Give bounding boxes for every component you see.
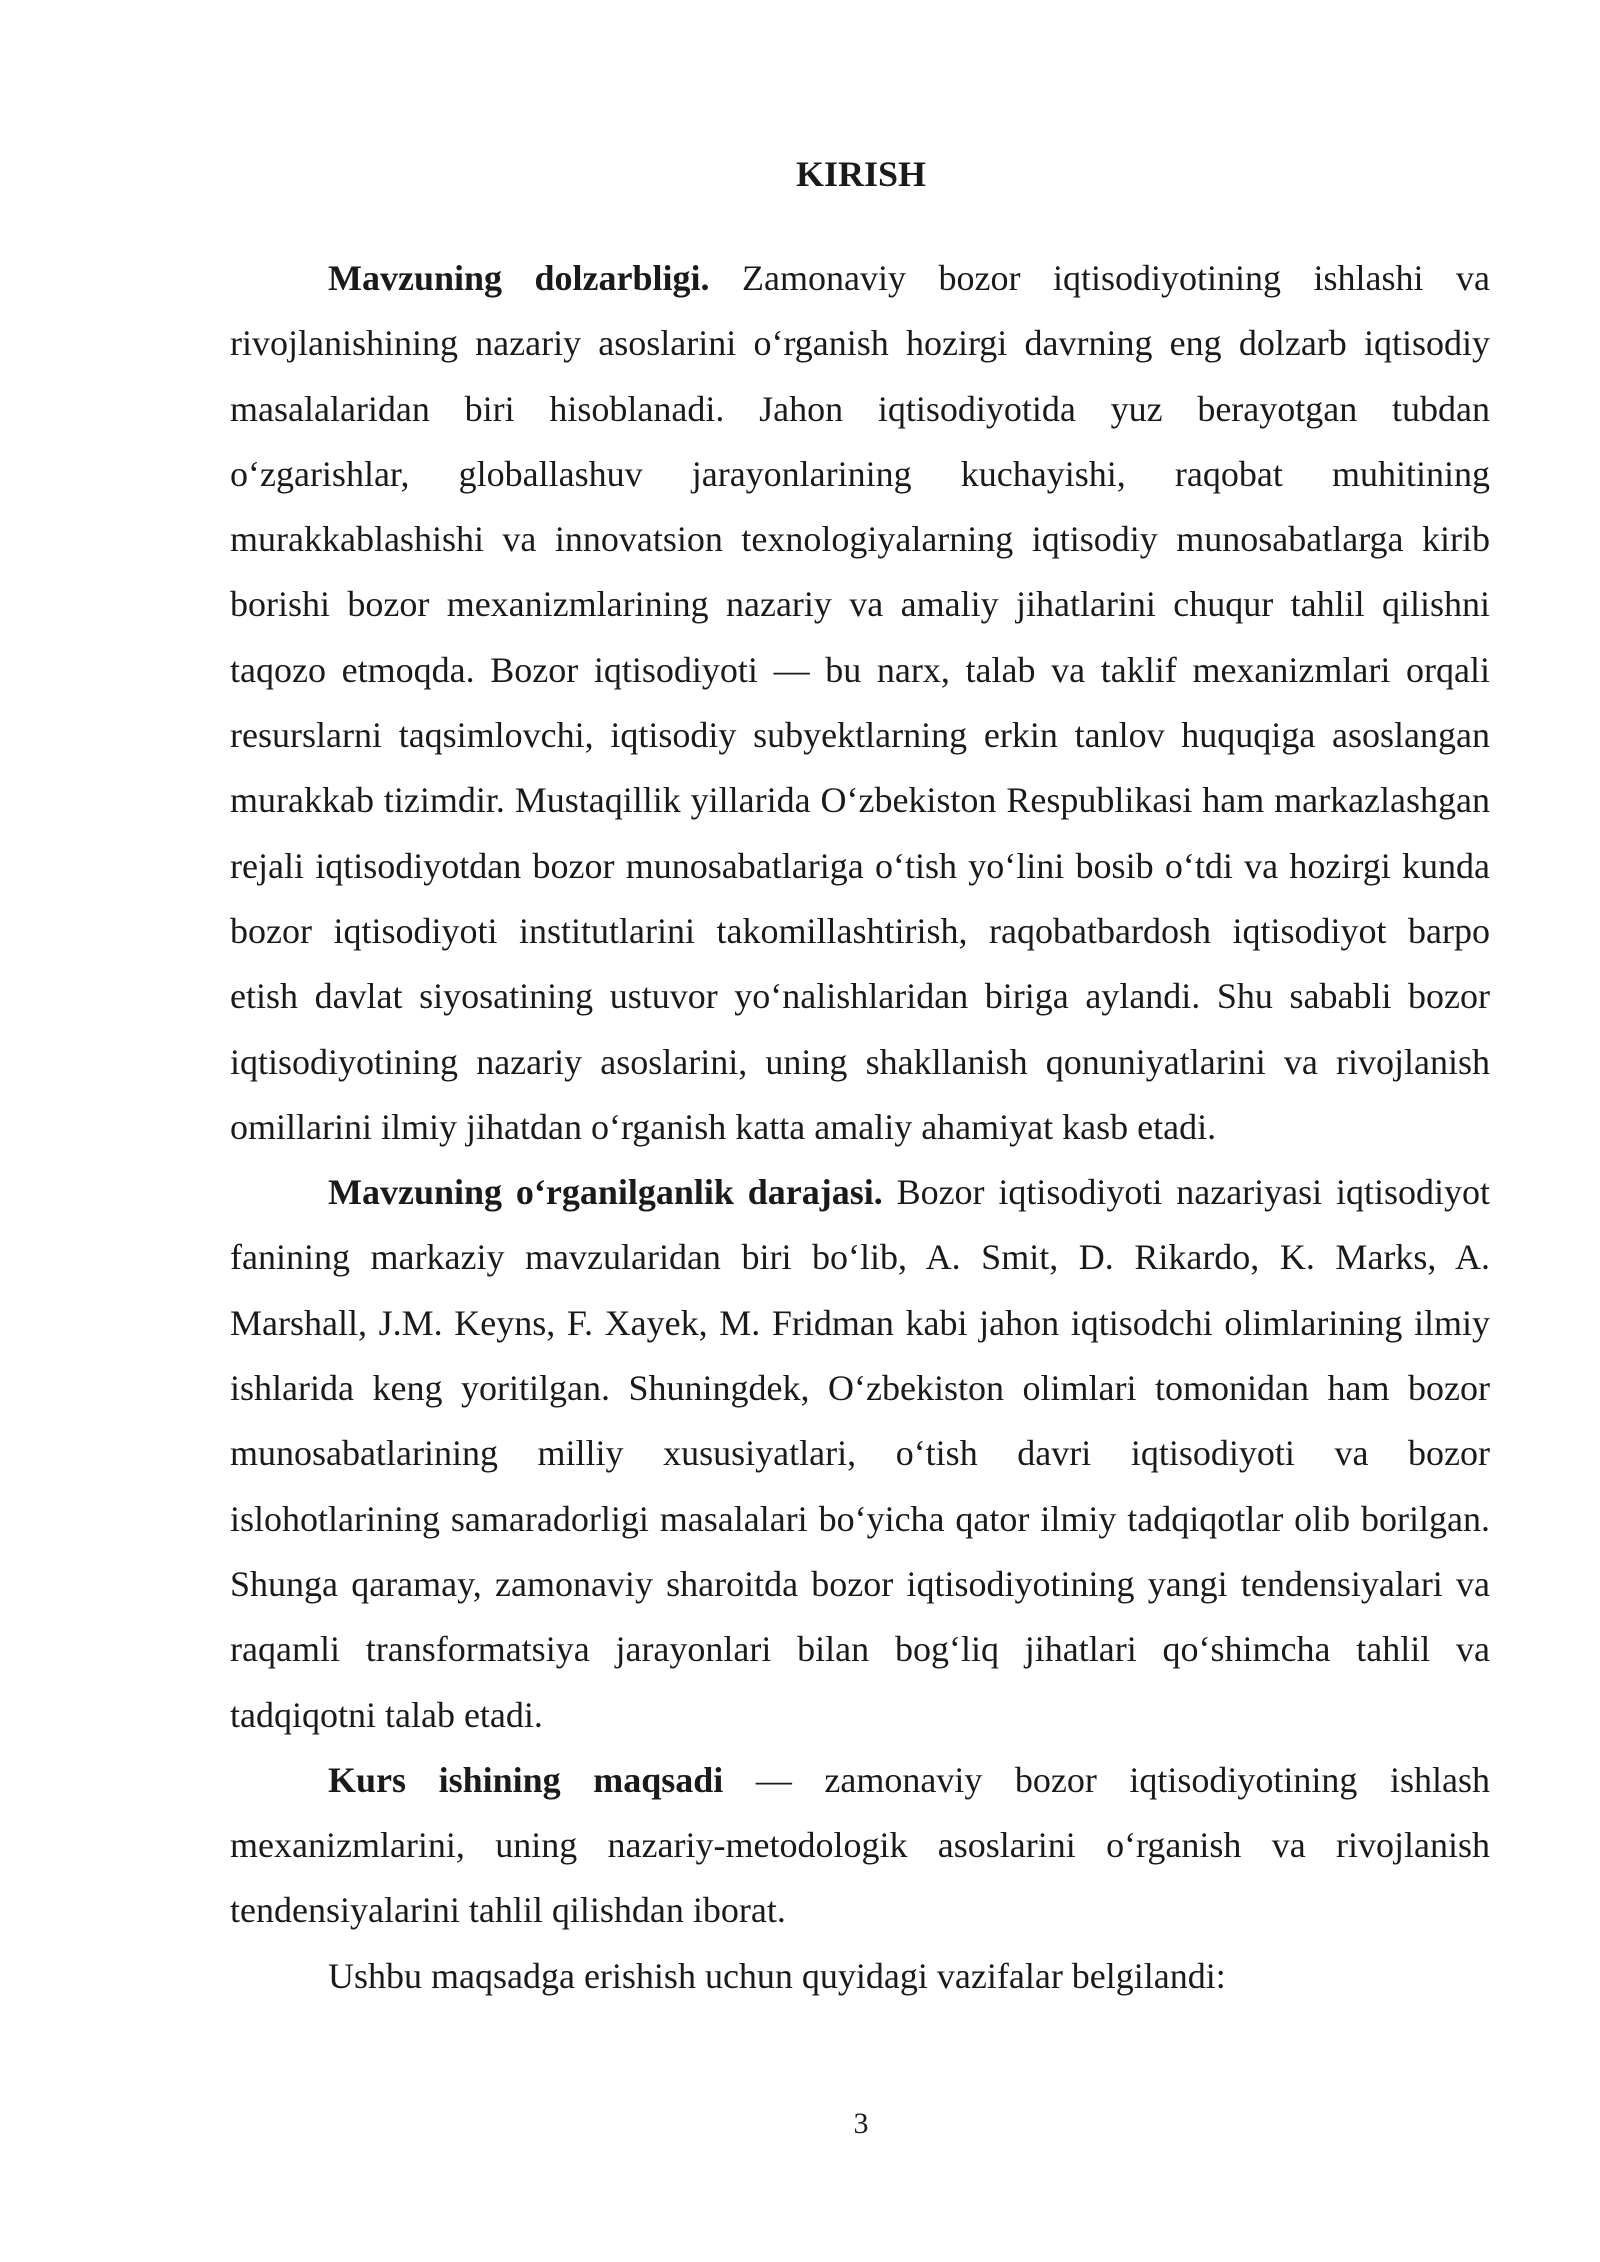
paragraph-lead: Mavzuning o‘rganilganlik darajasi. — [328, 1172, 883, 1213]
paragraph-text: — zamonaviy bozor iqtisodiyotining ishlash mexanizmlarini, uning nazariy-metodologik asoslarini o‘rganish va rivojlanish tendensiyalarini tahlil qilishdan iborat. — [230, 1759, 1490, 1931]
page-number: 3 — [853, 2107, 869, 2140]
document-body — [230, 246, 1490, 2009]
paragraph-text: Ushbu maqsadga erishish uchun quyidagi vazifalar belgilandi: — [328, 1955, 1226, 1996]
paragraph-lead: Kurs ishining maqsadi — [328, 1759, 724, 1800]
paragraph-text: Zamonaviy bozor iqtisodiyotining ishlashi va rivojlanishining nazariy asoslarini o‘rganish hozirgi davrning eng dolzarb iqtisodiy masalalaridan biri hisoblanadi. Jahon iqtisodiyotida yuz berayotgan tubdan o‘zgarishlar, globallashuv jarayonlarining kuchayishi, raqobat muhitining murakkablashishi va innovatsion texnologiyalarning iqtisodiy munosabatlarga kirib borishi bozor mexanizmlarining nazariy va amaliy jihatlarini chuqur tahlil qilishni taqozo etmoqda. Bozor iqtisodiyoti — bu narx, talab va taklif mexanizmlari orqali resurslarni taqsimlovchi, iqtisodiy subyektlarning erkin tanlov huquqiga asoslangan murakkab tizimdir. Mustaqillik yillarida O‘zbekiston Respublikasi ham markazlashgan rejali iqtisodiyotdan bozor munosabatlariga o‘tish yo‘lini bosib o‘tdi va hozirgi kunda bozor iqtisodiyoti institutlarini takomillashtirish, raqobatbardosh iqtisodiyot barpo etish davlat siyosatining ustuvor yo‘nalishlaridan biriga aylandi. Shu sababli bozor iqtisodiyotining nazariy asoslarini, uning shakllanish qonuniyatlarini va rivojlanish omillarini ilmiy jihatdan o‘rganish katta amaliy ahamiyat kasb etadi. — [230, 258, 1490, 1147]
paragraph-text: Bozor iqtisodiyoti nazariyasi iqtisodiyot fanining markaziy mavzularidan biri bo‘lib, A. Smit, D. Rikardo, K. Marks, A. Marshall, J.M. Keyns, F. Xayek, M. Fridman kabi jahon iqtisodchi olimlarining ilmiy ishlarida keng yoritilgan. Shuningdek, O‘zbekiston olimlari tomonidan ham bozor munosabatlarining milliy xususiyatlari, o‘tish davri iqtisodiyoti va bozor islohotlarining samaradorligi masalalari bo‘yicha qator ilmiy tadqiqotlar olib borilgan. Shunga qaramay, zamonaviy sharoitda bozor iqtisodiyotining yangi tendensiyalari va raqamli transformatsiya jarayonlari bilan bog‘liq jihatlari qo‘shimcha tahlil va tadqiqotni talab etadi. — [230, 1172, 1491, 1735]
paragraph-tasks-intro — [230, 1944, 1490, 2009]
paragraph-goal — [230, 1748, 1490, 1944]
paragraph-lead: Mavzuning dolzarbligi. — [328, 258, 710, 298]
paragraph-relevance — [230, 246, 1490, 1160]
paragraph-study-level — [230, 1160, 1490, 1748]
section-title: KIRISH — [795, 154, 927, 194]
